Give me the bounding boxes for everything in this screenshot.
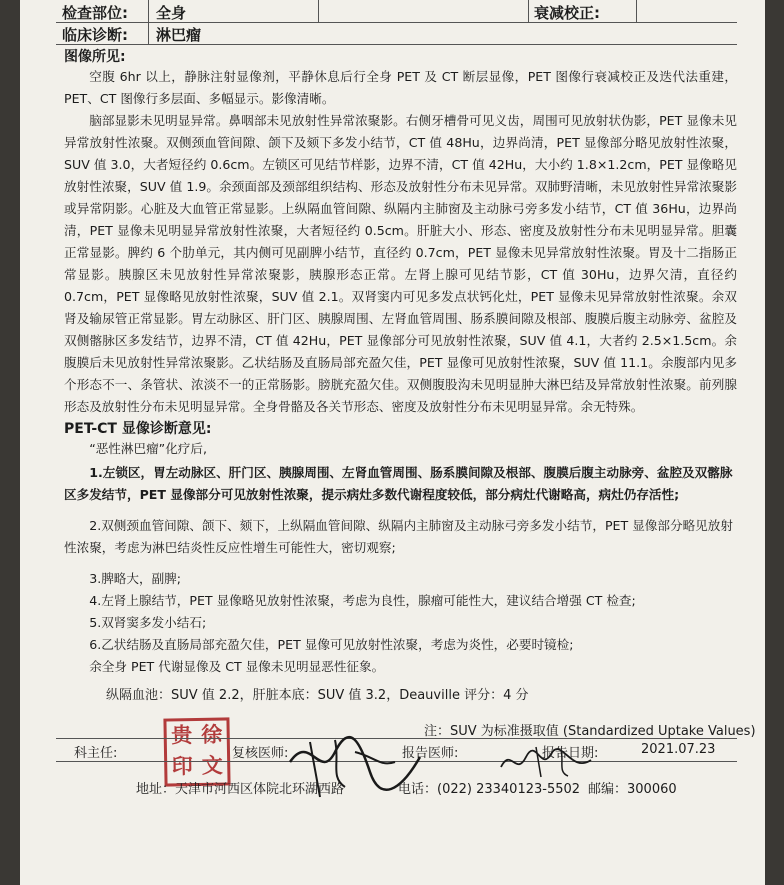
- seal-char-3: 印: [171, 754, 193, 779]
- report-paper: [20, 0, 765, 885]
- report-date-label: 报告日期:: [542, 746, 599, 761]
- footer-postcode: 邮编：300060: [588, 782, 677, 797]
- conclusion-item-6: 6.乙状结肠及直肠局部充盈欠佳，PET 显像可见放射性浓聚，考虑为炎性，必要时镜检;: [89, 637, 574, 652]
- report-date-value: 2021.07.23: [641, 742, 716, 757]
- findings-title: 图像所见:: [64, 49, 126, 65]
- clinical-dx-row: [56, 22, 737, 45]
- conclusion-item-4: 4.左肾上腺结节，PET 显像略见放射性浓聚，考虑为良性，腺瘤可能性大，建议结合增强 CT 检查;: [89, 593, 636, 608]
- conclusion-summary: 余全身 PET 代谢显像及 CT 显像未见明显恶性征象。: [89, 659, 385, 674]
- findings-paragraph-2: 脑部显影未见明显异常。鼻咽部未见放射性异常浓聚影。右侧牙槽骨可见义齿，周围可见放射状伪影，PET 显像未见异常放射性浓聚。双侧颈血管间隙、颌下及颏下多发小结节，CT 值 48Hu，边界尚清，PET 显像部分略见放射性浓聚，SUV 值 3.0，大者短径约 0.6cm。左锁区可见结节样影，边界不清，CT 值 42Hu，大小约 1.8×1.2cm，PET 显像略见放射性浓聚，SUV 值 1.9。余颈面部及颈部组织结构、形态及放射性分布未见异常。双肺野清晰，未见放射性异常浓聚影或异常阴影。心脏及大血管正常显影。上纵隔血管间隙、纵隔内主肺窗及主动脉弓旁多发小结节，CT 值 36Hu，边界尚清，PET 显像未见明显异常放射性浓聚，大者短径约 0.5cm。肝脏大小、形态、密度及放射性分布未见明显异常。胆囊正常显影。脾约 6 个肋单元，其内侧可见副脾小结节，直径约 0.7cm，PET 显像未见异常放射性浓聚。胃及十二指肠正常显影。胰腺区未见放射性异常浓聚影，胰腺形态正常。左肾上腺可见结节影，CT 值 30Hu，边界欠清，直径约 0.7cm，PET 显像略见放射性浓聚，SUV 值 2.1。双肾窦内可见多发点状钙化灶，PET 显像未见异常放射性浓聚。余双肾及输尿管正常显影。胃左动脉区、肝门区、胰腺周围、左肾血管周围、肠系膜间隙及根部、腹膜后腹主动脉旁、盆腔及双侧髂脉区多发结节，边界不清，CT 值 42Hu，PET 显像部分可见放射性浓聚，SUV 值 4.1，大者约 2.5×1.5cm。余腹膜后未见放射性异常浓聚影。乙状结肠及直肠局部充盈欠佳，PET 显像可见放射性浓聚，SUV 值 11.1。余腹部内见多个形态不一、条管状、浓淡不一的正常肠影。膀胱充盈欠佳。双侧腹股沟未见明显肿大淋巴结及异常放射性浓聚。前列腺形态及放射性分布未见明显异常。全身骨骼及各关节形态、密度及放射性分布未见明显异常。余无特殊。: [64, 113, 737, 414]
- seal-char-1: 贵: [170, 723, 193, 748]
- exam-part-label: 检查部位:: [62, 4, 128, 22]
- exam-part-value: 全身: [156, 4, 187, 22]
- conclusion-item-2: 2.双侧颈血管间隙、颌下、颏下，上纵隔血管间隙、纵隔内主肺窗及主动脉弓旁多发小结节，PET 显像部分略见放射性浓聚，考虑为淋巴结炎性反应性增生可能性大，密切观察;: [64, 518, 733, 555]
- conclusion-title: PET-CT 显像诊断意见:: [64, 421, 212, 437]
- director-label: 科主任:: [74, 746, 118, 761]
- clinical-dx-label: 临床诊断:: [62, 26, 128, 44]
- findings-body: [64, 66, 737, 418]
- conclusion-item-1: 1.左锁区，胃左动脉区、肝门区、胰腺周围、左肾血管周围、肠系膜间隙及根部、腹膜后腹主动脉旁、盆腔及双髂脉区多发结节，PET 显像部分可见放射性浓聚，提示病灶多数代谢程度较低，部分病灶代谢略高，病灶仍存活性;: [64, 465, 733, 502]
- conclusion-item-3: 3.脾略大，副脾;: [89, 571, 182, 586]
- attenuation-label: 衰减校正:: [534, 4, 600, 22]
- seal-char-2: 徐: [200, 722, 223, 747]
- reference-line: 纵隔血池：SUV 值 2.2，肝脏本底：SUV 值 3.2，Deauville 评分：4 分: [106, 688, 529, 703]
- suv-note: 注：SUV 为标准摄取值 (Standardized Uptake Values): [424, 724, 756, 739]
- seal-char-4: 文: [201, 753, 223, 778]
- conclusion-intro: “恶性淋巴瘤”化疗后,: [89, 441, 207, 456]
- clinical-dx-value: 淋巴瘤: [156, 26, 202, 44]
- exam-part-row: [56, 0, 737, 23]
- reviewer-label: 复核医师:: [232, 746, 289, 761]
- footer-phone: 电话：(022) 23340123-5502: [398, 782, 581, 797]
- conclusion-body: [64, 438, 737, 687]
- findings-paragraph-1: 空腹 6hr 以上，静脉注射显像剂，平静休息后行全身 PET 及 CT 断层显像，PET 图像行衰减校正及迭代法重建，PET、CT 图像行多层面、多幅显示。影像清晰。: [64, 69, 737, 106]
- reporter-label: 报告医师:: [402, 746, 459, 761]
- footer-address: 地址：天津市河西区体院北环湖西路: [136, 782, 345, 797]
- reporter-signature: [496, 742, 599, 782]
- conclusion-item-5: 5.双肾窦多发小结石;: [89, 615, 207, 630]
